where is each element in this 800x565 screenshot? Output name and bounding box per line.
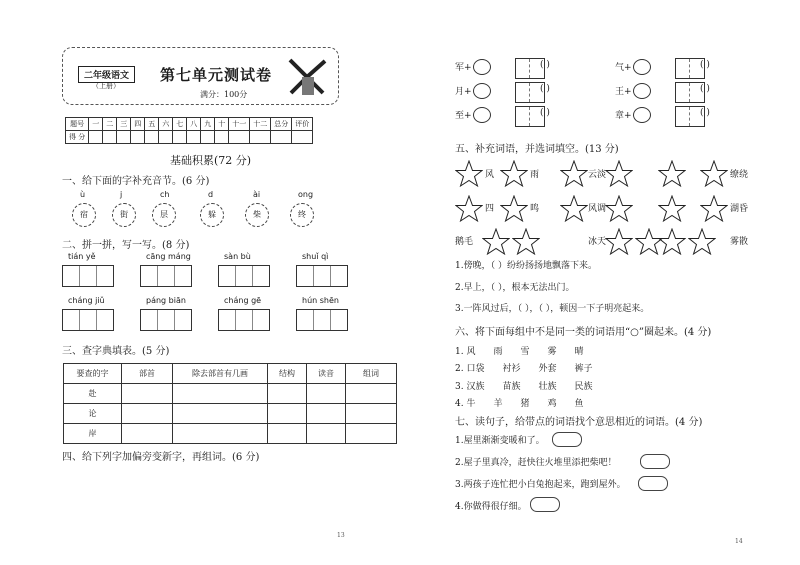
radical-circle[interactable]	[633, 107, 651, 123]
question-4: 四、给下列字加偏旁变新字，再组词。(6 分)	[62, 452, 260, 463]
table-row: 赴	[64, 384, 122, 404]
radical-circle[interactable]	[473, 83, 491, 99]
char-flower: 躲	[200, 203, 224, 227]
table-cell	[271, 131, 292, 144]
volume-label: （上册）	[92, 82, 120, 90]
table-cell: 六	[159, 118, 173, 131]
table-cell	[201, 131, 215, 144]
star-blank[interactable]	[455, 195, 483, 223]
table-cell: 五	[145, 118, 159, 131]
pinyin-label: cāng máng	[146, 252, 191, 261]
radical-prompt: 王+	[615, 87, 632, 97]
table-cell	[131, 131, 145, 144]
idiom-word: 云淡	[588, 170, 607, 180]
table-cell	[250, 131, 271, 144]
table-cell	[117, 131, 131, 144]
writing-grid[interactable]	[62, 265, 114, 287]
q5-sentence-3: 3.一阵风过后，（ ），（ ），顿因一下子明亮起来。	[455, 304, 650, 314]
pinyin-label: cháng gē	[224, 296, 262, 305]
q6-row-4: 4. 牛 羊 猪 鸡 鱼	[455, 399, 584, 409]
idiom-word: 雨	[530, 170, 540, 180]
paren-blank: ( )	[700, 84, 710, 94]
paren-blank: ( )	[540, 60, 550, 70]
table-header: 组词	[346, 364, 397, 384]
star-blank[interactable]	[658, 160, 686, 188]
radical-prompt: 气+	[615, 63, 632, 73]
radical-prompt: 至+	[455, 111, 472, 121]
table-cell: 得 分	[66, 131, 89, 144]
table-header: 要查的字	[64, 364, 122, 384]
writing-grid[interactable]	[296, 265, 348, 287]
q6-row-2: 2. 口袋 衬衫 外套 裤子	[455, 364, 593, 374]
pinyin-label: ài	[253, 190, 261, 199]
idiom-word: 风	[485, 170, 495, 180]
answer-cloud[interactable]	[638, 476, 668, 491]
star-blank[interactable]	[700, 195, 728, 223]
radical-circle[interactable]	[633, 83, 651, 99]
right-page	[400, 0, 800, 565]
star-blank[interactable]	[500, 195, 528, 223]
radical-circle[interactable]	[473, 107, 491, 123]
question-2: 二、拼一拼，写一写。(8 分)	[62, 240, 190, 251]
idiom-word: 四	[485, 204, 495, 214]
question-1: 一、给下面的字补充音节。(6 分)	[62, 176, 210, 187]
table-header: 读音	[307, 364, 346, 384]
question-7: 七、读句子，给带点的词语找个意思相近的词语。(4 分)	[455, 417, 703, 428]
char-flower: 街	[112, 203, 136, 227]
table-cell: 三	[117, 118, 131, 131]
star-blank[interactable]	[605, 160, 633, 188]
paren-blank: ( )	[540, 84, 550, 94]
writing-grid[interactable]	[62, 309, 114, 331]
pinyin-label: j	[120, 190, 123, 199]
table-cell: 十二	[250, 118, 271, 131]
idiom-word: 风调	[588, 204, 607, 214]
table-header: 结构	[268, 364, 307, 384]
answer-cloud[interactable]	[530, 497, 560, 512]
table-cell: 十一	[229, 118, 250, 131]
paren-blank: ( )	[700, 108, 710, 118]
q7-sentence-1: 1.屋里渐渐变暖和了。	[455, 436, 545, 446]
table-cell	[229, 131, 250, 144]
star-blank[interactable]	[560, 195, 588, 223]
q6-row-1: 1. 风 雨 雪 雾 晴	[455, 347, 584, 357]
idiom-word: 缭绕	[730, 170, 749, 180]
dictionary-table	[63, 363, 397, 444]
star-blank[interactable]	[658, 228, 686, 256]
page-number-right: 14	[735, 538, 743, 545]
table-cell: 九	[201, 118, 215, 131]
pinyin-label: ong	[298, 190, 314, 199]
basic-section-title: 基础积累(72 分)	[170, 154, 252, 167]
star-blank[interactable]	[658, 195, 686, 223]
table-header: 部首	[122, 364, 173, 384]
pinyin-label: cháng jiǔ	[68, 296, 105, 305]
table-cell	[103, 131, 117, 144]
radical-prompt: 月+	[455, 87, 472, 97]
q7-sentence-3: 3.两孩子连忙把小白兔抱起来，跑到屋外。	[455, 480, 626, 490]
pinyin-label: ù	[80, 190, 86, 199]
star-blank[interactable]	[455, 160, 483, 188]
radical-circle[interactable]	[473, 59, 491, 75]
star-blank[interactable]	[688, 228, 716, 256]
pinyin-label: shuǐ qì	[302, 252, 329, 261]
star-blank[interactable]	[500, 160, 528, 188]
table-header: 除去部首有几画	[173, 364, 268, 384]
table-cell: 八	[187, 118, 201, 131]
table-cell	[173, 131, 187, 144]
pinyin-label: hún shēn	[302, 296, 339, 305]
q6-row-3: 3. 汉族 苗族 壮族 民族	[455, 382, 593, 392]
table-cell: 十	[215, 118, 229, 131]
q5-sentence-2: 2.早上，（ ），根本无法出门。	[455, 283, 575, 293]
table-cell: 题号	[66, 118, 89, 131]
table-cell: 七	[173, 118, 187, 131]
table-cell	[215, 131, 229, 144]
radical-prompt: 章+	[615, 111, 632, 121]
grade-badge: 二年级语文	[78, 66, 135, 83]
pinyin-label: páng biān	[146, 296, 186, 305]
pinyin-label: d	[208, 190, 214, 199]
table-cell: 总分	[271, 118, 292, 131]
char-flower: 层	[152, 203, 176, 227]
question-6: 六、将下面每组中不是同一类的词语用“○”圈起来。(4 分)	[455, 327, 712, 338]
pinyin-label: tián yě	[68, 252, 96, 261]
table-cell	[187, 131, 201, 144]
page-title: 第七单元测试卷	[160, 66, 273, 84]
writing-grid[interactable]	[140, 265, 192, 287]
writing-grid[interactable]	[296, 309, 348, 331]
radical-circle[interactable]	[633, 59, 651, 75]
answer-cloud[interactable]	[552, 432, 582, 447]
q5-sentence-1: 1.傍晚，（ ）纷纷扬扬地飘落下来。	[455, 261, 597, 271]
table-cell	[145, 131, 159, 144]
answer-cloud[interactable]	[640, 454, 670, 469]
star-blank[interactable]	[605, 228, 633, 256]
star-blank[interactable]	[482, 228, 510, 256]
table-cell	[89, 131, 103, 144]
pinyin-label: sàn bù	[224, 252, 251, 261]
page-number-left: 13	[337, 532, 345, 539]
q7-sentence-2: 2.屋子里真冷，赶快往火堆里添把柴吧！	[455, 458, 617, 468]
table-cell: 二	[103, 118, 117, 131]
table-row: 岸	[64, 424, 122, 444]
table-cell: 评价	[292, 118, 313, 131]
idiom-word: 冰天	[588, 237, 607, 247]
full-score: 满分：100分	[200, 90, 248, 99]
table-cell	[159, 131, 173, 144]
radical-prompt: 军+	[455, 63, 472, 73]
question-3: 三、查字典填表。(5 分)	[62, 346, 170, 357]
score-table	[65, 117, 313, 144]
table-cell: 四	[131, 118, 145, 131]
idiom-word: 湖昏	[730, 204, 749, 214]
paren-blank: ( )	[700, 60, 710, 70]
star-blank[interactable]	[512, 228, 540, 256]
table-row: 论	[64, 404, 122, 424]
pinyin-label: ch	[160, 190, 170, 199]
writing-grid[interactable]	[218, 309, 270, 331]
char-flower: 柴	[245, 203, 269, 227]
paren-blank: ( )	[540, 108, 550, 118]
idiom-word: 鸣	[530, 204, 540, 214]
question-5: 五、补充词语，并选词填空。(13 分)	[455, 144, 619, 155]
star-blank[interactable]	[560, 160, 588, 188]
windmill-icon	[285, 55, 330, 100]
writing-grid[interactable]	[218, 265, 270, 287]
star-blank[interactable]	[605, 195, 633, 223]
char-flower: 终	[290, 203, 314, 227]
idiom-word: 鹅毛	[455, 237, 474, 247]
idiom-word: 雾散	[730, 237, 749, 247]
char-flower: 宿	[72, 203, 96, 227]
table-cell	[292, 131, 313, 144]
table-cell: 一	[89, 118, 103, 131]
q7-sentence-4: 4.你做得很仔细。	[455, 502, 527, 512]
star-blank[interactable]	[700, 160, 728, 188]
writing-grid[interactable]	[140, 309, 192, 331]
